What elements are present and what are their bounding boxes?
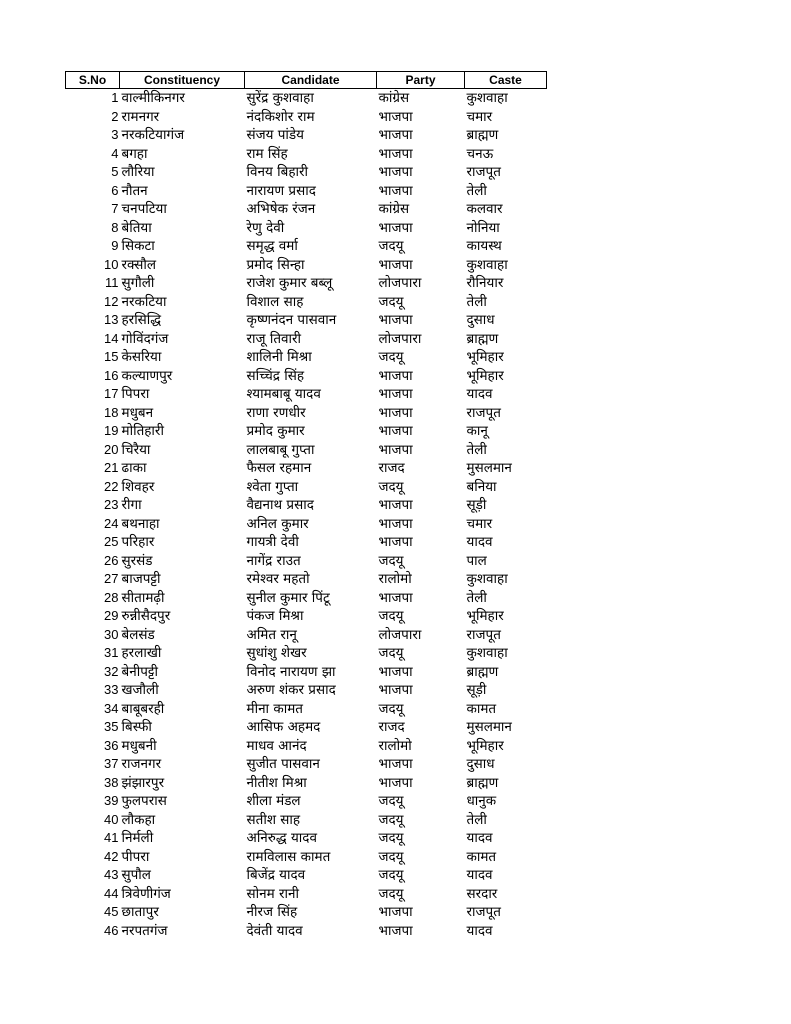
table-row	[66, 256, 547, 275]
table-row	[66, 607, 547, 626]
candidate-cell: मीना कामत	[246, 700, 303, 717]
party-cell: भाजपा	[378, 145, 413, 162]
candidate-cell: पंकज मिश्रा	[246, 608, 304, 625]
candidate-cell: देवंती यादव	[246, 922, 303, 939]
constituency-cell: त्रिवेणीगंज	[121, 885, 171, 902]
candidate-cell: सुजीत पासवान	[246, 756, 320, 773]
table-row	[66, 681, 547, 700]
party-cell: लोजपारा	[378, 626, 422, 643]
serial-number-cell: 44	[104, 885, 119, 901]
serial-number-cell: 31	[104, 645, 119, 661]
caste-cell: सूड़ी	[466, 497, 487, 514]
candidate-cell: राणा रणधीर	[246, 404, 306, 421]
caste-cell: कामत	[466, 848, 497, 865]
candidate-cell: नारायण प्रसाद	[246, 182, 316, 199]
table-row	[66, 792, 547, 811]
candidate-cell: सच्चिंद्र सिंह	[246, 367, 305, 384]
serial-number-cell: 10	[104, 256, 119, 272]
party-cell: भाजपा	[378, 386, 413, 403]
table-row	[66, 478, 547, 497]
table-row	[66, 145, 547, 164]
constituency-cell: सिकटा	[121, 238, 155, 255]
caste-cell: कायस्थ	[466, 238, 502, 255]
constituency-cell: हरसिद्धि	[121, 312, 162, 329]
caste-cell: ब्राह्मण	[466, 330, 499, 347]
party-cell: भाजपा	[378, 164, 413, 181]
party-cell: कांग्रेस	[378, 90, 410, 107]
table-row	[66, 441, 547, 460]
serial-number-cell: 36	[104, 737, 119, 753]
table-row	[66, 885, 547, 904]
party-cell: भाजपा	[378, 904, 413, 921]
caste-cell: मुसलमान	[466, 719, 512, 736]
candidate-cell: रेणु देवी	[246, 219, 285, 236]
candidate-cell: नागेंद्र राउत	[246, 552, 301, 569]
constituency-cell: गोविंदगंज	[121, 330, 169, 347]
caste-cell: रौनियार	[466, 275, 504, 292]
table-body	[66, 89, 547, 941]
candidate-cell: समृद्ध वर्मा	[246, 238, 298, 255]
table-row	[66, 570, 547, 589]
serial-number-cell: 2	[111, 108, 119, 124]
table-row	[66, 163, 547, 182]
header-candidate: Candidate	[245, 72, 377, 89]
caste-cell: तेली	[466, 589, 487, 606]
constituency-cell: राजनगर	[121, 756, 162, 773]
serial-number-cell: 21	[104, 460, 119, 476]
candidate-sheet	[65, 71, 546, 940]
candidate-cell: नीतीश मिश्रा	[246, 774, 307, 791]
serial-number-cell: 30	[104, 626, 119, 642]
candidate-cell: सुरेंद्र कुशवाहा	[246, 90, 314, 107]
serial-number-cell: 18	[104, 404, 119, 420]
candidate-cell: अनिल कुमार	[246, 515, 309, 532]
party-cell: रालोमो	[378, 571, 412, 588]
serial-number-cell: 41	[104, 830, 119, 846]
serial-number-cell: 38	[104, 774, 119, 790]
party-cell: जदयू	[378, 848, 404, 865]
table-row	[66, 237, 547, 256]
caste-cell: यादव	[466, 534, 493, 551]
candidate-cell: माधव आनंद	[246, 737, 307, 754]
candidate-cell: फैसल रहमान	[246, 460, 312, 477]
constituency-cell: मधुबनी	[121, 737, 157, 754]
constituency-cell: परिहार	[121, 534, 155, 551]
table-row	[66, 89, 547, 108]
table-row	[66, 459, 547, 478]
table-row	[66, 829, 547, 848]
candidate-cell: सोनम रानी	[246, 885, 299, 902]
caste-cell: दुसाध	[466, 312, 495, 329]
candidate-cell: अमित रानू	[246, 626, 297, 643]
serial-number-cell: 9	[111, 238, 119, 254]
party-cell: भाजपा	[378, 312, 413, 329]
constituency-cell: कल्याणपुर	[121, 367, 173, 384]
candidate-table	[65, 71, 547, 940]
table-row	[66, 533, 547, 552]
table-row	[66, 108, 547, 127]
constituency-cell: लौरिया	[121, 164, 155, 181]
caste-cell: चनऊ	[466, 145, 494, 162]
constituency-cell: निर्मली	[121, 830, 154, 847]
table-row	[66, 552, 547, 571]
candidate-cell: रमेश्वर महतो	[246, 571, 310, 588]
caste-cell: सूड़ी	[466, 682, 487, 699]
serial-number-cell: 6	[111, 182, 119, 198]
party-cell: भाजपा	[378, 108, 413, 125]
candidate-cell: श्यामबाबू यादव	[246, 386, 321, 403]
table-row	[66, 274, 547, 293]
party-cell: भाजपा	[378, 774, 413, 791]
table-row	[66, 182, 547, 201]
caste-cell: बनिया	[466, 478, 497, 495]
serial-number-cell: 16	[104, 367, 119, 383]
caste-cell: तेली	[466, 182, 487, 199]
constituency-cell: सीतामढ़ी	[121, 589, 165, 606]
constituency-cell: बेतिया	[121, 219, 152, 236]
party-cell: कांग्रेस	[378, 201, 410, 218]
constituency-cell: बगहा	[121, 145, 148, 162]
party-cell: जदयू	[378, 700, 404, 717]
candidate-cell: सुनील कुमार पिंटू	[246, 589, 330, 606]
party-cell: भाजपा	[378, 367, 413, 384]
header-caste: Caste	[465, 72, 547, 89]
candidate-cell: विनोद नारायण झा	[246, 663, 336, 680]
constituency-cell: हरलाखी	[121, 645, 162, 662]
party-cell: भाजपा	[378, 182, 413, 199]
table-row	[66, 367, 547, 386]
serial-number-cell: 27	[104, 571, 119, 587]
caste-cell: तेली	[466, 293, 487, 310]
constituency-cell: सुरसंड	[121, 552, 153, 569]
constituency-cell: छातापुर	[121, 904, 159, 921]
caste-cell: भूमिहार	[466, 367, 504, 384]
constituency-cell: बाबूबरही	[121, 700, 165, 717]
party-cell: भाजपा	[378, 663, 413, 680]
constituency-cell: रीगा	[121, 497, 142, 514]
caste-cell: कलवार	[466, 201, 503, 218]
table-row	[66, 589, 547, 608]
candidate-cell: राजेश कुमार बब्लू	[246, 275, 333, 292]
constituency-cell: रुन्नीसैदपुर	[121, 608, 171, 625]
party-cell: जदयू	[378, 552, 404, 569]
serial-number-cell: 39	[104, 793, 119, 809]
party-cell: भाजपा	[378, 441, 413, 458]
constituency-cell: पीपरा	[121, 848, 150, 865]
constituency-cell: सुपौल	[121, 867, 151, 884]
table-row	[66, 866, 547, 885]
table-row	[66, 348, 547, 367]
party-cell: भाजपा	[378, 423, 413, 440]
constituency-cell: नरकटियागंज	[121, 127, 185, 144]
constituency-cell: मधुबन	[121, 404, 154, 421]
party-cell: लोजपारा	[378, 330, 422, 347]
table-row	[66, 755, 547, 774]
serial-number-cell: 19	[104, 423, 119, 439]
constituency-cell: रामनगर	[121, 108, 160, 125]
serial-number-cell: 5	[111, 164, 119, 180]
constituency-cell: झंझारपुर	[121, 774, 165, 791]
table-row	[66, 811, 547, 830]
table-row	[66, 293, 547, 312]
caste-cell: चमार	[466, 108, 493, 125]
serial-number-cell: 14	[104, 330, 119, 346]
party-cell: जदयू	[378, 830, 404, 847]
serial-number-cell: 1	[111, 90, 119, 106]
header-row	[66, 72, 547, 89]
candidate-cell: शीला मंडल	[246, 793, 301, 810]
caste-cell: कुशवाहा	[466, 571, 508, 588]
party-cell: जदयू	[378, 885, 404, 902]
serial-number-cell: 26	[104, 552, 119, 568]
constituency-cell: वाल्मीकिनगर	[121, 90, 185, 107]
header-constituency: Constituency	[120, 72, 245, 89]
caste-cell: कामत	[466, 700, 497, 717]
candidate-cell: बिजेंद्र यादव	[246, 867, 306, 884]
party-cell: भाजपा	[378, 589, 413, 606]
party-cell: जदयू	[378, 478, 404, 495]
caste-cell: धानुक	[466, 793, 497, 810]
caste-cell: कुशवाहा	[466, 256, 508, 273]
party-cell: भाजपा	[378, 534, 413, 551]
candidate-cell: राजू तिवारी	[246, 330, 302, 347]
party-cell: भाजपा	[378, 756, 413, 773]
serial-number-cell: 40	[104, 811, 119, 827]
caste-cell: यादव	[466, 922, 493, 939]
constituency-cell: बथनाहा	[121, 515, 160, 532]
table-row	[66, 126, 547, 145]
serial-number-cell: 20	[104, 441, 119, 457]
caste-cell: यादव	[466, 386, 493, 403]
caste-cell: भूमिहार	[466, 608, 504, 625]
serial-number-cell: 15	[104, 349, 119, 365]
party-cell: भाजपा	[378, 497, 413, 514]
party-cell: भाजपा	[378, 256, 413, 273]
serial-number-cell: 34	[104, 700, 119, 716]
constituency-cell: बिस्फी	[121, 719, 152, 736]
party-cell: जदयू	[378, 293, 404, 310]
constituency-cell: शिवहर	[121, 478, 155, 495]
table-row	[66, 311, 547, 330]
table-row	[66, 330, 547, 349]
serial-number-cell: 7	[111, 201, 119, 217]
caste-cell: भूमिहार	[466, 737, 504, 754]
candidate-cell: कृष्णनंदन पासवान	[246, 312, 337, 329]
party-cell: जदयू	[378, 867, 404, 884]
constituency-cell: मोतिहारी	[121, 423, 164, 440]
candidate-cell: लालबाबू गुप्ता	[246, 441, 315, 458]
table-row	[66, 718, 547, 737]
table-row	[66, 200, 547, 219]
candidate-cell: शालिनी मिश्रा	[246, 349, 312, 366]
party-cell: जदयू	[378, 349, 404, 366]
party-cell: जदयू	[378, 608, 404, 625]
header-party: Party	[377, 72, 465, 89]
constituency-cell: रक्सौल	[121, 256, 157, 273]
constituency-cell: पिपरा	[121, 386, 150, 403]
serial-number-cell: 12	[104, 293, 119, 309]
candidate-cell: नंदकिशोर राम	[246, 108, 315, 125]
candidate-cell: वैद्यनाथ प्रसाद	[246, 497, 314, 514]
serial-number-cell: 8	[111, 219, 119, 235]
serial-number-cell: 45	[104, 904, 119, 920]
caste-cell: कुशवाहा	[466, 645, 508, 662]
serial-number-cell: 46	[104, 922, 119, 938]
candidate-cell: विनय बिहारी	[246, 164, 309, 181]
caste-cell: ब्राह्मण	[466, 663, 499, 680]
candidate-cell: नीरज सिंह	[246, 904, 298, 921]
caste-cell: राजपूत	[466, 626, 501, 643]
table-row	[66, 626, 547, 645]
caste-cell: दुसाध	[466, 756, 495, 773]
serial-number-cell: 33	[104, 682, 119, 698]
candidate-cell: आसिफ अहमद	[246, 719, 321, 736]
serial-number-cell: 17	[104, 386, 119, 402]
table-row	[66, 922, 547, 941]
table-row	[66, 700, 547, 719]
party-cell: भाजपा	[378, 515, 413, 532]
party-cell: लोजपारा	[378, 275, 422, 292]
candidate-cell: अरुण शंकर प्रसाद	[246, 682, 336, 699]
table-row	[66, 422, 547, 441]
party-cell: भाजपा	[378, 922, 413, 939]
serial-number-cell: 24	[104, 515, 119, 531]
constituency-cell: लौकहा	[121, 811, 156, 828]
table-row	[66, 496, 547, 515]
party-cell: जदयू	[378, 645, 404, 662]
caste-cell: राजपूत	[466, 164, 501, 181]
caste-cell: भूमिहार	[466, 349, 504, 366]
caste-cell: तेली	[466, 441, 487, 458]
constituency-cell: नरकटिया	[121, 293, 167, 310]
candidate-cell: गायत्री देवी	[246, 534, 299, 551]
constituency-cell: ढाका	[121, 460, 147, 477]
candidate-cell: अभिषेक रंजन	[246, 201, 316, 218]
table-row	[66, 644, 547, 663]
candidate-cell: अनिरुद्ध यादव	[246, 830, 317, 847]
serial-number-cell: 35	[104, 719, 119, 735]
table-row	[66, 848, 547, 867]
serial-number-cell: 3	[111, 127, 119, 143]
caste-cell: मुसलमान	[466, 460, 512, 477]
candidate-cell: प्रमोद कुमार	[246, 423, 305, 440]
header-sno: S.No	[66, 72, 120, 89]
constituency-cell: खजौली	[121, 682, 159, 699]
constituency-cell: चनपटिया	[121, 201, 167, 218]
serial-number-cell: 11	[105, 275, 119, 291]
serial-number-cell: 43	[104, 867, 119, 883]
table-row	[66, 515, 547, 534]
caste-cell: ब्राह्मण	[466, 127, 499, 144]
caste-cell: कुशवाहा	[466, 90, 508, 107]
serial-number-cell: 22	[104, 478, 119, 494]
serial-number-cell: 13	[104, 312, 119, 328]
table-row	[66, 663, 547, 682]
table-row	[66, 385, 547, 404]
serial-number-cell: 28	[104, 589, 119, 605]
candidate-cell: संजय पांडेय	[246, 127, 304, 144]
party-cell: रालोमो	[378, 737, 412, 754]
caste-cell: नोनिया	[466, 219, 500, 236]
constituency-cell: नरपतगंज	[121, 922, 168, 939]
serial-number-cell: 42	[104, 848, 119, 864]
serial-number-cell: 25	[104, 534, 119, 550]
caste-cell: राजपूत	[466, 404, 501, 421]
table-row	[66, 219, 547, 238]
caste-cell: यादव	[466, 830, 493, 847]
party-cell: जदयू	[378, 238, 404, 255]
constituency-cell: बेलसंड	[121, 626, 155, 643]
constituency-cell: केसरिया	[121, 349, 162, 366]
party-cell: भाजपा	[378, 219, 413, 236]
party-cell: भाजपा	[378, 404, 413, 421]
party-cell: भाजपा	[378, 127, 413, 144]
party-cell: राजद	[378, 460, 405, 477]
candidate-cell: प्रमोद सिन्हा	[246, 256, 305, 273]
party-cell: भाजपा	[378, 682, 413, 699]
candidate-cell: सतीश साह	[246, 811, 301, 828]
party-cell: राजद	[378, 719, 405, 736]
table-row	[66, 903, 547, 922]
table-row	[66, 774, 547, 793]
constituency-cell: बेनीपट्टी	[121, 663, 158, 680]
serial-number-cell: 37	[104, 756, 119, 772]
constituency-cell: नौतन	[121, 182, 148, 199]
caste-cell: यादव	[466, 867, 493, 884]
candidate-cell: श्वेता गुप्ता	[246, 478, 299, 495]
caste-cell: तेली	[466, 811, 487, 828]
caste-cell: सरदार	[466, 885, 498, 902]
constituency-cell: चिरैया	[121, 441, 151, 458]
candidate-cell: सुधांशु शेखर	[246, 645, 307, 662]
constituency-cell: सुगौली	[121, 275, 155, 292]
serial-number-cell: 23	[104, 497, 119, 513]
party-cell: जदयू	[378, 811, 404, 828]
table-row	[66, 404, 547, 423]
constituency-cell: फुलपरास	[121, 793, 167, 810]
party-cell: जदयू	[378, 793, 404, 810]
caste-cell: पाल	[466, 552, 487, 569]
candidate-cell: रामविलास कामत	[246, 848, 331, 865]
caste-cell: राजपूत	[466, 904, 501, 921]
serial-number-cell: 32	[104, 663, 119, 679]
candidate-cell: राम सिंह	[246, 145, 288, 162]
caste-cell: कानू	[466, 423, 488, 440]
constituency-cell: बाजपट्टी	[121, 571, 161, 588]
table-row	[66, 737, 547, 756]
serial-number-cell: 29	[104, 608, 119, 624]
candidate-cell: विशाल साह	[246, 293, 304, 310]
caste-cell: चमार	[466, 515, 493, 532]
serial-number-cell: 4	[111, 145, 119, 161]
caste-cell: ब्राह्मण	[466, 774, 499, 791]
